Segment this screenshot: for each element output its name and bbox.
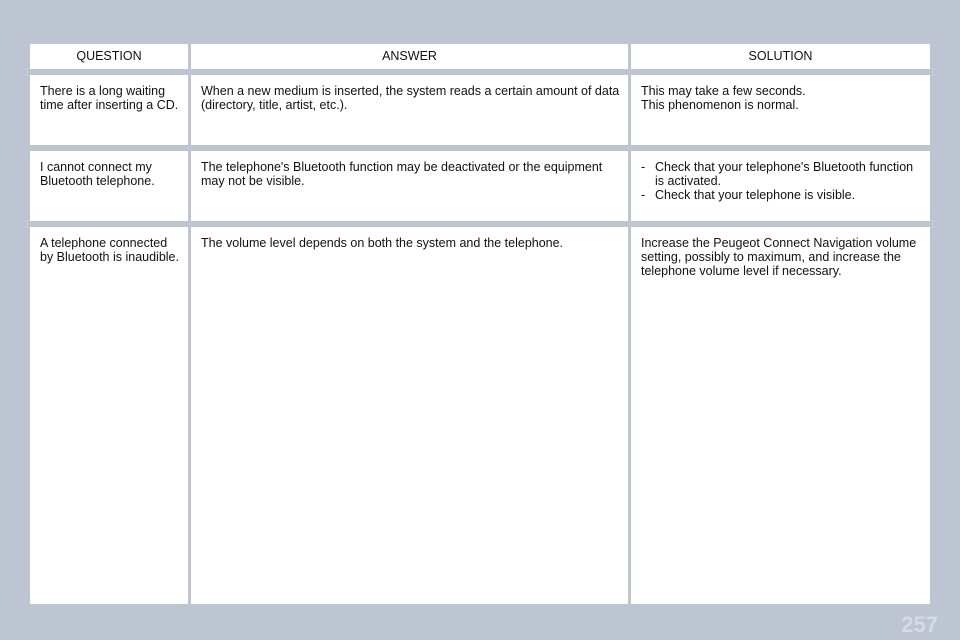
solution-bullet	[641, 188, 922, 202]
solution-line: This phenomenon is normal.	[641, 98, 799, 112]
bullet-marker: -	[641, 160, 646, 174]
solution-line: This may take a few seconds.	[641, 84, 806, 98]
bullet-marker: -	[641, 188, 646, 202]
solution-cell	[631, 75, 930, 145]
question-cell: There is a long waiting time after inserting a CD.	[30, 75, 188, 145]
faq-table	[30, 44, 930, 604]
page-number: 257	[901, 612, 938, 637]
solution-cell: Increase the Peugeot Connect Navigation volume setting, possibly to maximum, and increase the telephone volume level if necessary.	[631, 227, 930, 604]
question-cell: I cannot connect my Bluetooth telephone.	[30, 151, 188, 221]
solution-bullet	[641, 160, 922, 188]
solution-cell	[631, 151, 930, 221]
header-question: QUESTION	[30, 44, 188, 69]
answer-cell: The volume level depends on both the system and the telephone.	[191, 227, 628, 604]
header-solution: SOLUTION	[631, 44, 930, 69]
question-cell: A telephone connected by Bluetooth is inaudible.	[30, 227, 188, 604]
answer-cell: When a new medium is inserted, the system reads a certain amount of data (directory, title, artist, etc.).	[191, 75, 628, 145]
table-row	[30, 75, 930, 145]
table-row	[30, 151, 930, 221]
header-answer: ANSWER	[191, 44, 628, 69]
bullet-text: Check that your telephone's Bluetooth function is activated.	[655, 160, 914, 188]
answer-cell: The telephone's Bluetooth function may be deactivated or the equipment may not be visible.	[191, 151, 628, 221]
bullet-text: Check that your telephone is visible.	[655, 188, 856, 202]
table-header	[30, 44, 930, 69]
table-row	[30, 227, 930, 604]
